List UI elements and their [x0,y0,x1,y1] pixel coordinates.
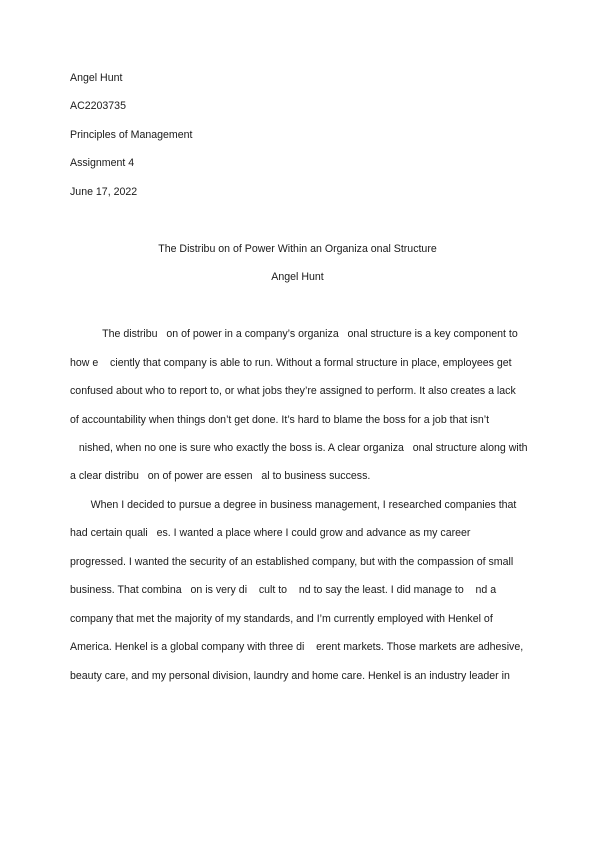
student-id: AC2203735 [70,100,126,112]
assignment-label: Assignment 4 [70,157,135,169]
body-line: of accountability when things don’t get done. It’s hard to blame the boss for a job that isn’t [70,414,490,426]
document-author: Angel Hunt [271,271,324,283]
body-line: beauty care, and my personal division, laundry and home care. Henkel is an industry leader in [70,670,510,682]
body-line: had certain quali es. I wanted a place where I could grow and advance as my career [70,527,471,539]
body-line: progressed. I wanted the security of an established company, but with the compassion of small [70,556,514,568]
body-line: business. That combina on is very di cult to nd to say the least. I did manage to nd a [70,584,497,596]
body-line: America. Henkel is a global company with three di erent markets. Those markets are adhesive, [70,641,524,653]
document-title: The Distribu on of Power Within an Organiza onal Structure [158,243,437,255]
body-line: how e ciently that company is able to run. Without a formal structure in place, employees get [70,357,512,369]
body-line: The distribu on of power in a company’s organiza onal structure is a key component to [70,328,518,340]
course-name: Principles of Management [70,129,193,141]
body-line: confused about who to report to, or what jobs they’re assigned to perform. It also creates a lack [70,385,516,397]
body-line: a clear distribu on of power are essen al to business success. [70,470,371,482]
body-line: nished, when no one is sure who exactly the boss is. A clear organiza onal structure along with [70,442,528,454]
body-line: company that met the majority of my standards, and I’m currently employed with Henkel of [70,613,493,625]
body-line: When I decided to pursue a degree in business management, I researched companies that [70,499,517,511]
submission-date: June 17, 2022 [70,186,138,198]
student-name: Angel Hunt [70,72,123,84]
